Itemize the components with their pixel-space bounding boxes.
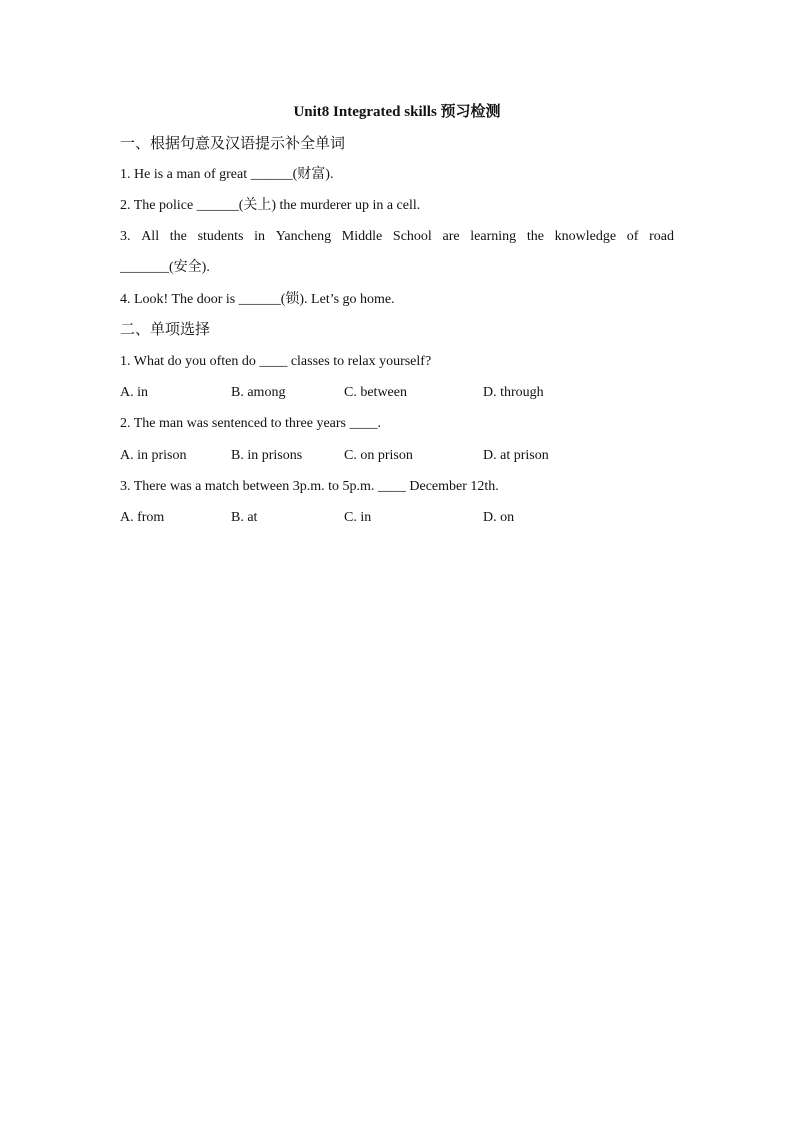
item3-word: the	[169, 229, 187, 244]
question-1-stem: 1. What do you often do ____ classes to relax yourself?	[120, 354, 432, 369]
item3-word: learning	[470, 229, 517, 244]
item3-word: the	[526, 229, 544, 244]
item3-word: Middle	[341, 229, 383, 244]
page-title: Unit8 Integrated skills 预习检测	[293, 104, 501, 120]
fill-in-item-2: 2. The police ______(关上) the murderer up in a cell.	[120, 198, 421, 213]
item3-word: students	[197, 229, 244, 244]
fill-in-item-1: 1. He is a man of great ______(财富).	[120, 167, 334, 182]
item3-word: 3.	[120, 229, 131, 244]
option-c: C. on prison	[344, 448, 413, 463]
question-3-stem: 3. There was a match between 3p.m. to 5p.m. ____ December 12th.	[120, 479, 499, 494]
item3-word: Yancheng	[275, 229, 332, 244]
item3-word: of	[626, 229, 639, 244]
option-c: C. in	[344, 510, 372, 525]
fill-in-item-4: 4. Look! The door is ______(锁). Let’s go home.	[120, 292, 395, 307]
option-c: C. between	[344, 385, 407, 400]
question-2-options	[120, 446, 680, 466]
option-a: A. in	[120, 385, 148, 400]
item3-word: School	[392, 229, 432, 244]
option-d: D. on	[483, 510, 515, 525]
option-d: D. through	[483, 385, 544, 400]
option-b: B. in prisons	[231, 448, 303, 463]
section-heading-fill-in: 一、根据句意及汉语提示补全单词	[120, 136, 346, 152]
option-a: A. in prison	[120, 448, 187, 463]
option-d: D. at prison	[483, 448, 549, 463]
option-a: A. from	[120, 510, 165, 525]
question-1-options	[120, 383, 680, 403]
option-b: B. at	[231, 510, 258, 525]
option-b: B. among	[231, 385, 286, 400]
fill-in-item-3-continued: _______(安全).	[120, 260, 210, 275]
question-3-options	[120, 508, 680, 528]
item3-word: road	[649, 229, 674, 244]
item3-word: are	[442, 229, 460, 244]
item3-word: in	[254, 229, 266, 244]
item3-word: All	[141, 229, 160, 244]
section-heading-multiple-choice: 二、单项选择	[120, 322, 211, 338]
question-2-stem: 2. The man was sentenced to three years ____.	[120, 416, 381, 431]
fill-in-item-3	[120, 227, 674, 247]
item3-word: knowledge	[554, 229, 617, 244]
